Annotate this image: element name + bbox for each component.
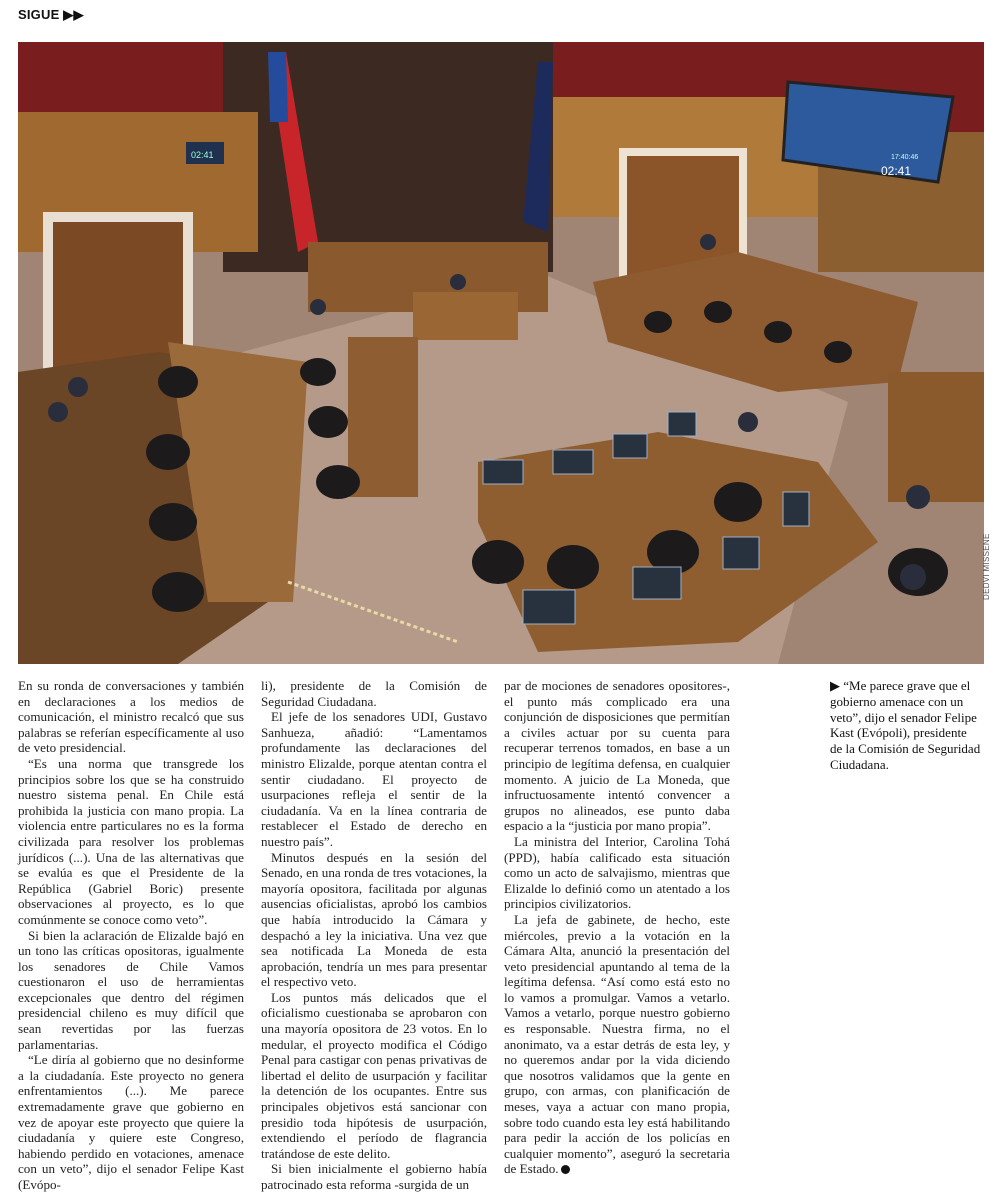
end-of-article-dot-icon (561, 1165, 570, 1174)
paragraph: li), presidente de la Comisión de Seguridad Ciudadana. (261, 678, 487, 709)
screen-clock: 02:41 (881, 164, 912, 178)
paragraph: Si bien inicialmente el gobierno había patrocinado esta reforma -surgida de un (261, 1161, 487, 1192)
paragraph (504, 912, 730, 1177)
paragraph: Los puntos más delicados que el oficialismo cuestionaba se aprobaron con una mayoría opositora de 23 votos. En lo medular, el proyecto modifica el Código Penal para castigar con penas privativas de libertad el delito de usurpación y facilitar la detención de los ocupantes. Entre sus principales objetivos está sancionar con presidio toda hipótesis de usurpación, extendiendo el período de flagrancia tratándose de este delito. (261, 989, 487, 1161)
paragraph: En su ronda de conversaciones y también en declaraciones a los medios de comunicación, el ministro recalcó que sus palabras se referían específicamente al uso de veto presidencial. (18, 678, 244, 756)
screen-time: 17:40:46 (891, 154, 919, 161)
paragraph: Minutos después en la sesión del Senado, en una ronda de tres votaciones, la mayoría opositora, facilitada por algunas ausencias oficialistas, aprobó los cambios que había introducido la Cámara y despachó a ley la iniciativa. Una vez que sea notificada La Moneda de esta aprobación, tendría un mes para presentar el respectivo veto. (261, 849, 487, 990)
paragraph: “Le diría al gobierno que no desinforme a la ciudadanía. Este proyecto no genera enfrentamientos (...). Me parece extremadamente grave que gobierno en vez de apoyar este proyecto que quiere la ciudadanía y quiere este Congreso, habiendo perdido en votaciones, amenace con un veto”, dijo el senador Felipe Kast (Evópo- (18, 1052, 244, 1192)
caption-text: “Me parece grave que el gobierno amenace con un veto”, dijo el senador Felipe Kast (Evópoli), presidente de la Comisión de Seguridad Ciudadana. (830, 678, 981, 772)
caption-arrow-icon: ▶ (830, 678, 840, 693)
article-column-1 (18, 678, 244, 1193)
article-column-2 (261, 678, 487, 1193)
section-continue-label: SIGUE ▶▶ (18, 7, 84, 22)
paragraph: Si bien la aclaración de Elizalde bajó en un tono las críticas opositoras, igualmente los senadores de Chile Vamos cuestionaron el uso de herramientas excepcionales que dentro del régimen presidencial chileno es muy difícil que sean revertidas por las fuerzas parlamentarias. (18, 927, 244, 1052)
photo-credit: DEDVI MISSENE (982, 533, 991, 600)
senate-chamber-photo (18, 42, 984, 664)
paragraph: “Es una norma que transgrede los principios sobre los que se ha construido nuestro sistema penal. En Chile está prohibida la justicia con mano propia. La violencia entre particulares no es la forma civilizada para resolver los problemas jurídicos (...). Una de las alternativas que se evalúa es que el Presidente de la República (Gabriel Boric) presente observaciones al proyecto, es lo que comúnmente se conoce como veto”. (18, 755, 244, 927)
paragraph: El jefe de los senadores UDI, Gustavo Sanhueza, añadió: “Lamentamos profundamente las declaraciones del ministro Elizalde, porque atentan contra el sentir ciudadano. El proyecto de usurpaciones refleja el sentir de la ciudadanía. Va en la línea contraria de restablecer el Estado de derecho en nuestro país”. (261, 709, 487, 849)
paragraph: La ministra del Interior, Carolina Tohá (PPD), había calificado esta situación como un acto de salvajismo, mientras que Elizalde lo definió como un atentado a los principios civilizatorios. (504, 833, 730, 912)
paragraph: par de mociones de senadores opositores-, el punto más complicado era una conjunción de disposiciones que permitían a civiles actuar por su cuenta para recuperar terrenos tomados, en base a un principio de legítima defensa, en cualquier momento. A juicio de La Moneda, que infructuosamente intentó convencer a grupos no alineados, ese punto daba espacio a la “justicia por mano propia”. (504, 678, 730, 834)
wall-clock-time: 02:41 (191, 150, 214, 160)
article-column-3 (504, 678, 730, 1177)
paragraph-text: La jefa de gabinete, de hecho, este miércoles, previo a la votación en la Cámara Alta, anunció la presentación del veto presidencial apuntando al tema de la legítima defensa. “Así como está esto no lo vamos a promulgar. Vamos a vetarlo. Vamos a vetarlo, porque nuestro gobierno es responsable. Nuestra firma, no el anonimato, va a estar detrás de esta ley, y no queremos andar por la vida diciendo que nosotros validamos que la gente en grupo, con armas, con planificación de meses, vaya a actuar con mano propia, sobre todo cuando esta ley está habilitando para pedir la acción de los policías en cualquier momento”, aseguró la secretaria de Estado. (504, 911, 730, 1177)
photo-caption (830, 678, 982, 773)
